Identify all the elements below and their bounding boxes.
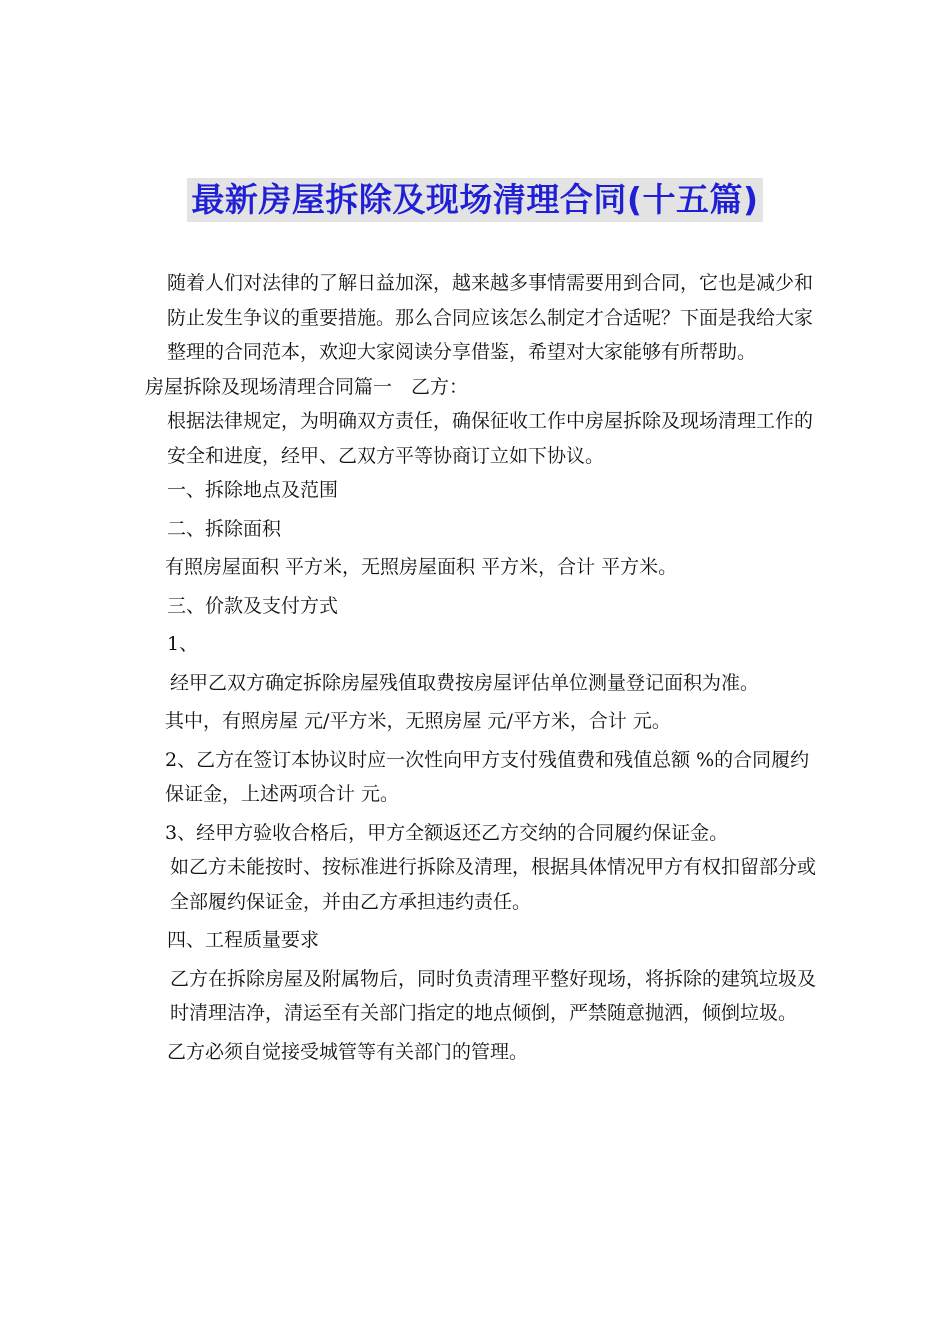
item-3-refund: 3、经甲方验收合格后，甲方全额返还乙方交纳的合同履约保证金。 <box>165 821 729 844</box>
clause-heading-quality: 四、工程质量要求 <box>167 929 320 951</box>
paragraph-legal-basis: 根据法律规定，为明确双方责任，确保征收工作中房屋拆除及现场清理工作的安全和进度，经甲、乙双方平等协商订立如下协议。 <box>167 410 814 467</box>
document-body <box>145 266 825 1069</box>
clause-heading-location: 一、拆除地点及范围 <box>167 479 339 501</box>
document-title: 最新房屋拆除及现场清理合同(十五篇) <box>187 178 762 222</box>
paragraph-residual-value: 经甲乙双方确定拆除房屋残值取费按房屋评估单位测量登记面积为准。 <box>170 671 760 694</box>
paragraph-area-values: 有照房屋面积 平方米，无照房屋面积 平方米，合计 平方米。 <box>165 556 678 578</box>
title-container <box>0 178 950 222</box>
clause-heading-area: 二、拆除面积 <box>167 517 282 540</box>
paragraph-price-values: 其中，有照房屋 元/平方米，无照房屋 元/平方米，合计 元。 <box>165 710 671 732</box>
intro-paragraph: 随着人们对法律的了解日益加深，越来越多事情需要用到合同，它也是减少和防止发生争议的重要措施。那么合同应该怎么制定才合适呢？下面是我给大家整理的合同范本，欢迎大家阅读分享借鉴，希望对大家能够有所帮助。 <box>167 272 814 363</box>
paragraph-breach: 如乙方未能按时、按标准进行拆除及清理，根据具体情况甲方有权扣留部分或全部履约保证金，并由乙方承担违约责任。 <box>170 856 817 913</box>
item-number-1: 1、 <box>167 633 199 655</box>
item-2-deposit: 2、乙方在签订本协议时应一次性向甲方支付残值费和残值总额 %的合同履约保证金，上述两项合计 元。 <box>165 748 810 805</box>
clause-heading-payment: 三、价款及支付方式 <box>167 594 339 617</box>
paragraph-site-cleanup: 乙方在拆除房屋及附属物后，同时负责清理平整好现场，将拆除的建筑垃圾及时清理洁净，清运至有关部门指定的地点倾倒，严禁随意抛洒，倾倒垃圾。 <box>170 967 817 1024</box>
paragraph-management: 乙方必须自觉接受城管等有关部门的管理。 <box>167 1040 529 1063</box>
section-heading-part-one: 房屋拆除及现场清理合同篇一 乙方： <box>145 375 469 398</box>
